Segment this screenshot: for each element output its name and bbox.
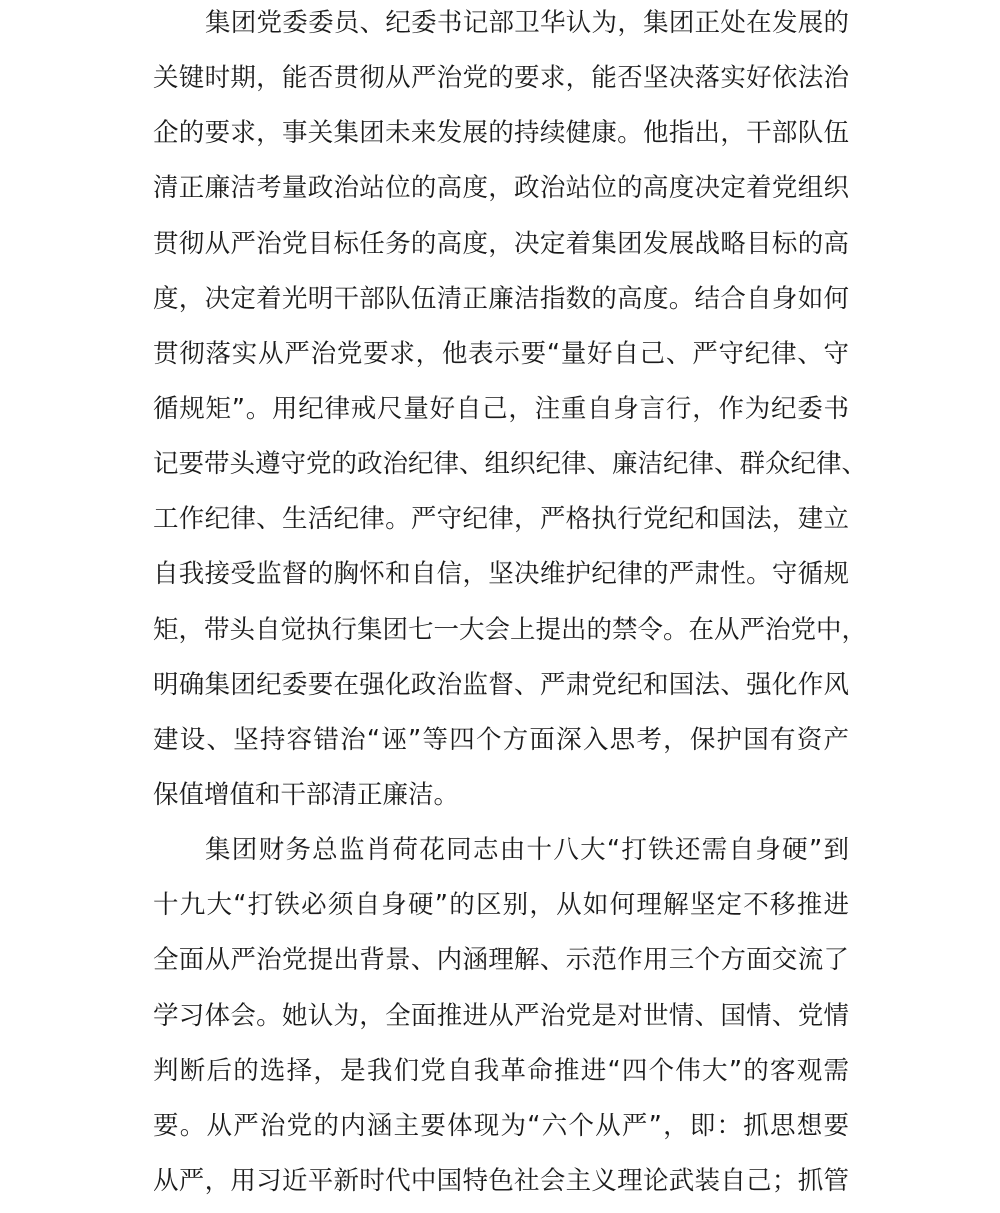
text-line: 清正廉洁考量政治站位的高度，政治站位的高度决定着党组织 bbox=[153, 173, 849, 204]
text-line: 矩，带头自觉执行集团七一大会上提出的禁令。在从严治党中， bbox=[153, 614, 868, 645]
text-line: 集团财务总监肖荷花同志由十八大“打铁还需自身硬”到 bbox=[205, 835, 849, 866]
document-body bbox=[153, 0, 868, 1213]
text-line: 贯彻从严治党目标任务的高度，决定着集团发展战略目标的高 bbox=[153, 228, 849, 259]
text-line: 全面从严治党提出背景、内涵理解、示范作用三个方面交流了 bbox=[153, 945, 849, 976]
text-line: 明确集团纪委要在强化政治监督、严肃党纪和国法、强化作风 bbox=[153, 669, 849, 700]
text-line: 学习体会。她认为，全面推进从严治党是对世情、国情、党情 bbox=[153, 1000, 849, 1031]
text-line: 关键时期，能否贯彻从严治党的要求，能否坚决落实好依法治 bbox=[153, 63, 849, 94]
paragraph-2 bbox=[153, 827, 853, 1213]
text-line: 记要带头遵守党的政治纪律、组织纪律、廉洁纪律、群众纪律、 bbox=[153, 449, 868, 480]
text-line: 集团党委委员、纪委书记部卫华认为，集团正处在发展的 bbox=[205, 8, 849, 38]
text-line: 保值增值和干部清正廉洁。 bbox=[153, 779, 460, 810]
text-line: 自我接受监督的胸怀和自信，坚决维护纪律的严肃性。守循规 bbox=[153, 559, 849, 590]
text-line: 从严，用习近平新时代中国特色社会主义理论武装自己；抓管 bbox=[153, 1165, 849, 1196]
text-line: 度，决定着光明干部队伍清正廉洁指数的高度。结合自身如何 bbox=[153, 283, 849, 314]
text-line: 建设、坚持容错治“诬”等四个方面深入思考，保护国有资产 bbox=[153, 724, 849, 755]
text-line: 十九大“打铁必须自身硬”的区别，从如何理解坚定不移推进 bbox=[153, 890, 849, 921]
text-line: 工作纪律、生活纪律。严守纪律，严格执行党纪和国法，建立 bbox=[153, 504, 849, 535]
text-line: 判断后的选择，是我们党自我革命推进“四个伟大”的客观需 bbox=[153, 1055, 849, 1086]
text-line: 贯彻落实从严治党要求，他表示要“量好自己、严守纪律、守 bbox=[153, 338, 849, 369]
text-line: 要。从严治党的内涵主要体现为“六个从严”，即：抓思想要 bbox=[153, 1110, 849, 1141]
paragraph-1 bbox=[153, 0, 868, 827]
text-line: 循规矩”。用纪律戒尺量好自己，注重自身言行，作为纪委书 bbox=[153, 393, 849, 424]
text-line: 企的要求，事关集团未来发展的持续健康。他指出，干部队伍 bbox=[153, 118, 849, 149]
